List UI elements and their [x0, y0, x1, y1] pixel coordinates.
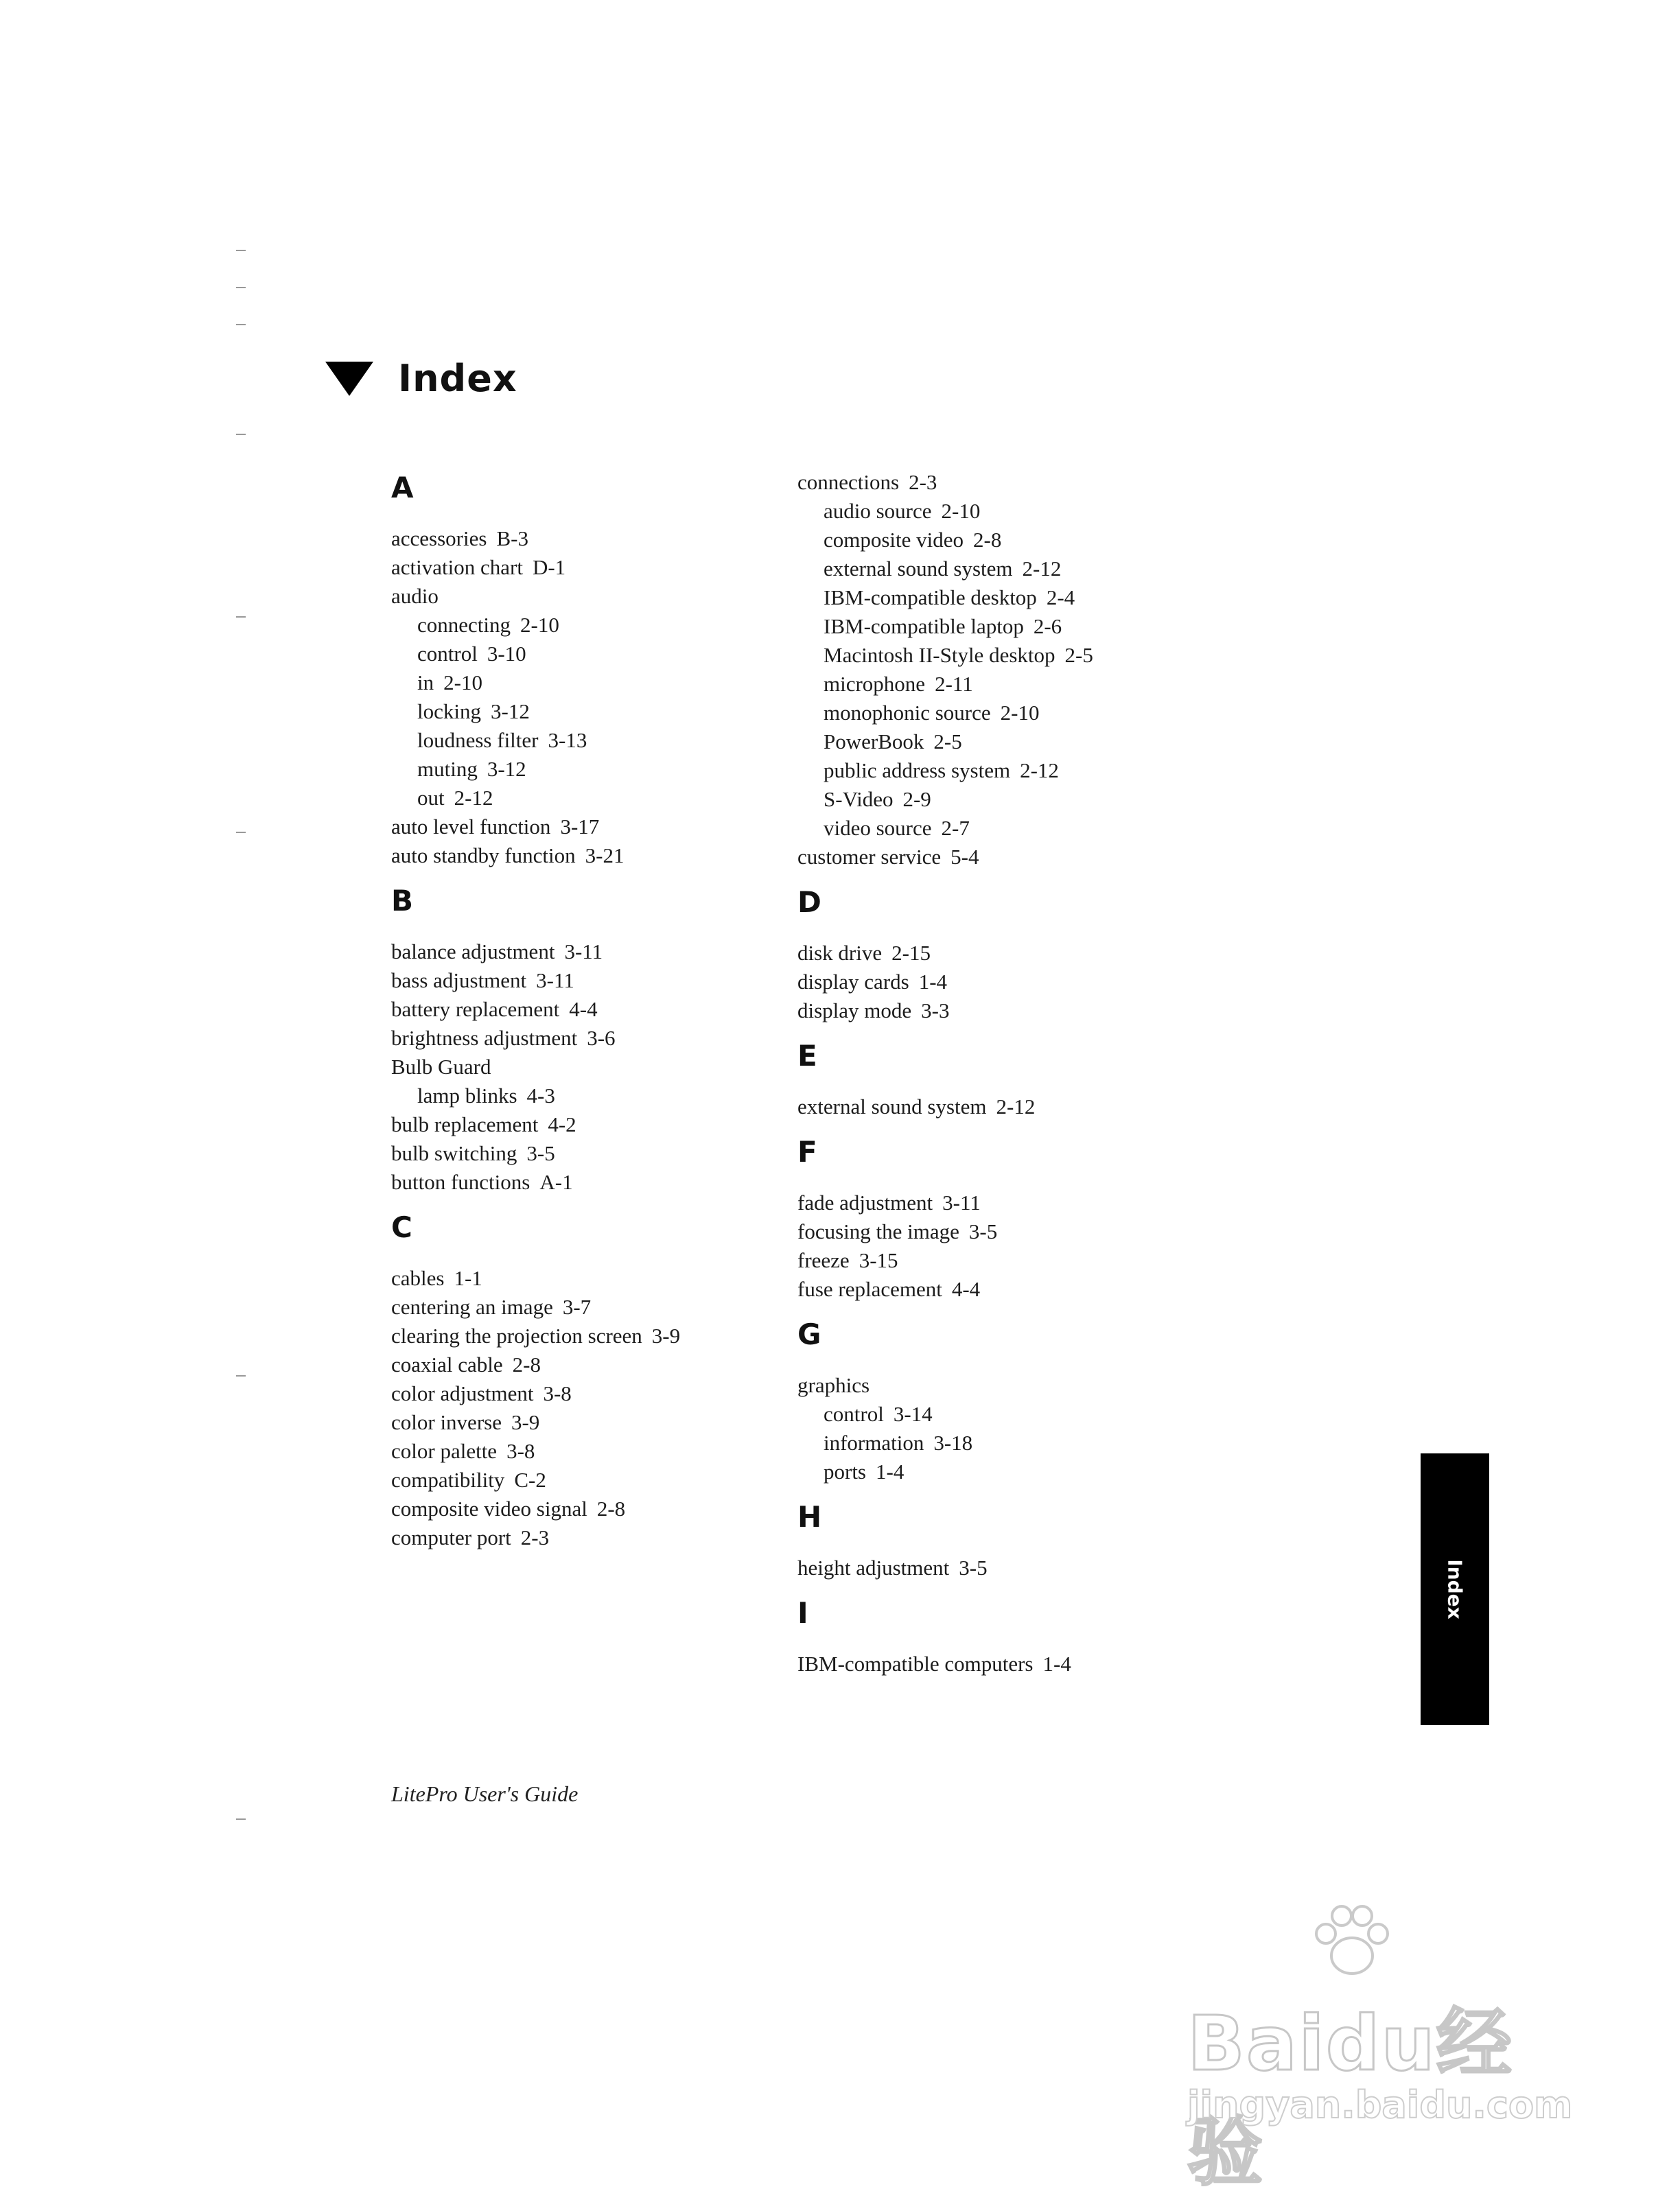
index-entry — [391, 1168, 775, 1197]
entry-page-ref: 4-2 — [548, 1112, 576, 1136]
index-subentry — [391, 697, 775, 726]
entry-term: display cards — [797, 970, 909, 994]
entry-term: IBM-compatible computers — [797, 1652, 1034, 1676]
entry-page-ref: 2-5 — [1064, 643, 1093, 667]
entry-term: color inverse — [391, 1410, 502, 1434]
entry-page-ref: 1-4 — [1042, 1652, 1071, 1676]
index-section — [797, 468, 1182, 871]
index-entry — [391, 1322, 775, 1350]
index-section — [391, 468, 775, 870]
entry-page-ref: 2-3 — [520, 1525, 550, 1549]
section-letter: G — [797, 1318, 821, 1351]
index-entry — [391, 1379, 775, 1408]
entry-term: information — [824, 1431, 924, 1455]
entry-page-ref: 3-11 — [564, 939, 603, 963]
entry-page-ref: 3-21 — [585, 843, 625, 867]
entry-page-ref: 3-11 — [536, 968, 574, 992]
index-entry — [391, 524, 775, 553]
entry-term: Bulb Guard — [391, 1055, 491, 1079]
index-section — [797, 1593, 1182, 1678]
watermark-sub: jingyan.baidu.com — [1187, 2083, 1573, 2127]
entry-term: bulb switching — [391, 1141, 517, 1165]
entry-list — [797, 1371, 1182, 1486]
index-subentry — [797, 699, 1182, 727]
entry-term: customer service — [797, 845, 942, 869]
entry-page-ref: 4-4 — [569, 997, 598, 1021]
entry-page-ref: 3-7 — [562, 1295, 592, 1319]
entry-page-ref: 5-4 — [950, 845, 979, 869]
entry-term: out — [417, 786, 445, 810]
entry-page-ref: 2-10 — [443, 670, 482, 694]
index-entry — [797, 1554, 1182, 1582]
entry-page-ref: 3-12 — [491, 699, 530, 723]
entry-page-ref: 2-7 — [941, 816, 970, 840]
index-subentry — [797, 1458, 1182, 1486]
entry-term: monophonic source — [824, 701, 991, 725]
index-subentry — [391, 755, 775, 784]
entry-page-ref: 2-3 — [909, 470, 937, 494]
entry-term: locking — [417, 699, 481, 723]
entry-term: coaxial cable — [391, 1353, 503, 1377]
index-entry — [391, 1466, 775, 1495]
entry-term: video source — [824, 816, 932, 840]
section-letter: F — [797, 1135, 817, 1169]
entry-term: bulb replacement — [391, 1112, 539, 1136]
index-entry — [391, 937, 775, 966]
index-entry — [797, 468, 1182, 497]
entry-term: activation chart — [391, 555, 523, 579]
entry-term: cables — [391, 1266, 445, 1290]
index-entry — [797, 1092, 1182, 1121]
entry-page-ref: 2-12 — [996, 1095, 1036, 1119]
entry-term: brightness adjustment — [391, 1026, 578, 1050]
entry-page-ref: 3-6 — [587, 1026, 616, 1050]
entry-term: button functions — [391, 1170, 530, 1194]
entry-page-ref: 3-14 — [893, 1402, 933, 1426]
entry-page-ref: 3-5 — [968, 1219, 998, 1243]
index-subentry — [797, 727, 1182, 756]
index-entry — [797, 968, 1182, 996]
index-subentry — [797, 756, 1182, 785]
index-subentry — [797, 497, 1182, 526]
index-entry — [391, 553, 775, 582]
entry-term: compatibility — [391, 1468, 505, 1492]
index-tab — [1421, 1453, 1489, 1725]
index-entry — [391, 1139, 775, 1168]
index-subentry — [797, 526, 1182, 554]
index-entry — [797, 1217, 1182, 1246]
index-subentry — [797, 554, 1182, 583]
section-letter: E — [797, 1039, 817, 1073]
entry-term: in — [417, 670, 434, 694]
footer-guide-title: LitePro User's Guide — [391, 1781, 579, 1806]
entry-list — [797, 468, 1182, 871]
entry-term: fuse replacement — [797, 1277, 942, 1301]
entry-term: IBM-compatible laptop — [824, 614, 1024, 638]
index-subentry — [797, 612, 1182, 641]
index-entry — [797, 1189, 1182, 1217]
index-subentry — [391, 611, 775, 640]
entry-term: computer port — [391, 1525, 511, 1549]
section-letter: B — [391, 884, 414, 917]
entry-page-ref: 3-11 — [942, 1191, 981, 1215]
entry-page-ref: 2-10 — [941, 499, 981, 523]
index-subentry — [391, 668, 775, 697]
index-entry — [391, 1024, 775, 1053]
section-letter: A — [391, 471, 414, 504]
index-subentry — [391, 640, 775, 668]
watermark-main: Baidu经验 — [1187, 2000, 1513, 2196]
triangle-bullet-icon — [325, 362, 373, 396]
entry-term: color adjustment — [391, 1381, 534, 1405]
entry-page-ref: 2-6 — [1033, 614, 1062, 638]
index-section — [797, 1497, 1182, 1582]
index-entry — [391, 1053, 775, 1081]
entry-page-ref: 2-12 — [454, 786, 493, 810]
index-subentry — [797, 814, 1182, 843]
entry-list — [797, 1189, 1182, 1304]
index-subentry — [391, 726, 775, 755]
entry-term: color palette — [391, 1439, 498, 1463]
entry-list — [391, 524, 775, 870]
entry-term: lamp blinks — [417, 1084, 517, 1108]
entry-term: height adjustment — [797, 1556, 950, 1580]
index-entry — [391, 812, 775, 841]
entry-list — [391, 1264, 775, 1552]
entry-term: ports — [824, 1460, 866, 1484]
index-section — [391, 1208, 775, 1552]
section-letter: H — [797, 1500, 822, 1534]
entry-page-ref: 1-4 — [876, 1460, 905, 1484]
index-entry — [391, 995, 775, 1024]
entry-term: public address system — [824, 758, 1011, 782]
entry-term: loudness filter — [417, 728, 539, 752]
index-entry — [391, 1495, 775, 1523]
index-entry — [391, 582, 775, 611]
entry-term: battery replacement — [391, 997, 560, 1021]
entry-term: muting — [417, 757, 478, 781]
entry-term: clearing the projection screen — [391, 1324, 642, 1348]
entry-term: freeze — [797, 1248, 850, 1272]
entry-term: external sound system — [824, 557, 1013, 581]
index-entry — [797, 1246, 1182, 1275]
entry-page-ref: 4-3 — [526, 1084, 555, 1108]
index-subentry — [391, 784, 775, 812]
entry-page-ref: D-1 — [532, 555, 566, 579]
entry-page-ref: 1-4 — [918, 970, 948, 994]
entry-term: graphics — [797, 1373, 870, 1397]
index-entry — [391, 966, 775, 995]
entry-term: connecting — [417, 613, 511, 637]
entry-term: composite video signal — [391, 1497, 587, 1521]
index-subentry — [797, 1429, 1182, 1458]
entry-page-ref: 3-5 — [959, 1556, 988, 1580]
entry-list — [797, 939, 1182, 1025]
index-entry — [391, 1408, 775, 1437]
entry-page-ref: 3-18 — [933, 1431, 973, 1455]
page-title: Index — [398, 357, 517, 400]
entry-page-ref: 3-9 — [511, 1410, 540, 1434]
index-entry — [391, 1523, 775, 1552]
entry-page-ref: 2-5 — [933, 729, 962, 753]
entry-page-ref: 1-1 — [454, 1266, 482, 1290]
entry-list — [797, 1650, 1182, 1678]
entry-term: Macintosh II-Style desktop — [824, 643, 1055, 667]
entry-page-ref: 2-8 — [512, 1353, 541, 1377]
entry-page-ref: 2-12 — [1022, 557, 1062, 581]
entry-page-ref: 3-12 — [487, 757, 526, 781]
section-letter: I — [797, 1596, 808, 1630]
entry-page-ref: 3-8 — [506, 1439, 535, 1463]
entry-page-ref: 3-10 — [487, 642, 526, 666]
entry-page-ref: 2-12 — [1020, 758, 1059, 782]
entry-term: control — [417, 642, 478, 666]
index-subentry — [797, 641, 1182, 670]
index-entry — [797, 1650, 1182, 1678]
entry-page-ref: B-3 — [496, 526, 528, 550]
entry-term: balance adjustment — [391, 939, 555, 963]
index-tab-label: Index — [1443, 1559, 1467, 1619]
entry-page-ref: 3-17 — [560, 815, 600, 839]
entry-term: display mode — [797, 998, 912, 1022]
index-entry — [797, 1275, 1182, 1304]
index-subentry — [797, 670, 1182, 699]
entry-term: fade adjustment — [797, 1191, 933, 1215]
entry-term: centering an image — [391, 1295, 553, 1319]
entry-page-ref: 2-8 — [973, 528, 1002, 552]
index-subentry — [797, 1400, 1182, 1429]
entry-term: microphone — [824, 672, 926, 696]
entry-term: external sound system — [797, 1095, 987, 1119]
section-letter: C — [391, 1210, 412, 1244]
entry-page-ref: 2-9 — [902, 787, 931, 811]
entry-term: IBM-compatible desktop — [824, 585, 1037, 609]
entry-term: composite video — [824, 528, 964, 552]
index-section — [391, 881, 775, 1197]
entry-term: auto level function — [391, 815, 551, 839]
entry-term: control — [824, 1402, 884, 1426]
index-entry — [391, 1437, 775, 1466]
index-entry — [797, 1371, 1182, 1400]
entry-page-ref: 3-15 — [859, 1248, 898, 1272]
entry-page-ref: C-2 — [514, 1468, 546, 1492]
index-section — [797, 1036, 1182, 1121]
index-section — [797, 1315, 1182, 1486]
entry-page-ref: 2-4 — [1046, 585, 1075, 609]
entry-term: bass adjustment — [391, 968, 527, 992]
index-column-left — [391, 458, 775, 1552]
entry-page-ref: 3-8 — [543, 1381, 572, 1405]
index-subentry — [797, 583, 1182, 612]
paw-logo-icon — [1311, 1901, 1393, 1983]
index-entry — [391, 1350, 775, 1379]
entry-term: audio source — [824, 499, 932, 523]
index-section — [797, 1132, 1182, 1304]
entry-page-ref: 3-13 — [548, 728, 587, 752]
page-header — [325, 357, 517, 400]
index-entry — [391, 1110, 775, 1139]
index-entry — [797, 939, 1182, 968]
entry-list — [797, 1554, 1182, 1582]
entry-term: connections — [797, 470, 900, 494]
entry-term: S-Video — [824, 787, 894, 811]
entry-page-ref: A-1 — [539, 1170, 573, 1194]
index-entry — [797, 996, 1182, 1025]
watermark — [1180, 1901, 1573, 2196]
entry-term: PowerBook — [824, 729, 924, 753]
index-section — [797, 882, 1182, 1025]
entry-term: focusing the image — [797, 1219, 959, 1243]
index-entry — [391, 1264, 775, 1293]
entry-page-ref: 3-3 — [921, 998, 950, 1022]
entry-list — [391, 937, 775, 1197]
entry-page-ref: 2-11 — [935, 672, 973, 696]
entry-page-ref: 2-10 — [520, 613, 559, 637]
entry-term: disk drive — [797, 941, 883, 965]
entry-page-ref: 2-8 — [596, 1497, 626, 1521]
index-entry — [797, 843, 1182, 871]
entry-term: audio — [391, 584, 439, 608]
index-entry — [391, 841, 775, 870]
entry-term: accessories — [391, 526, 487, 550]
entry-page-ref: 2-10 — [1000, 701, 1040, 725]
index-column-right — [797, 458, 1182, 1678]
entry-page-ref: 2-15 — [891, 941, 931, 965]
entry-term: auto standby function — [391, 843, 576, 867]
section-letter: D — [797, 885, 821, 919]
entry-list — [797, 1092, 1182, 1121]
entry-page-ref: 4-4 — [951, 1277, 981, 1301]
index-subentry — [797, 785, 1182, 814]
entry-page-ref: 3-5 — [526, 1141, 555, 1165]
entry-page-ref: 3-9 — [651, 1324, 681, 1348]
index-subentry — [391, 1081, 775, 1110]
index-entry — [391, 1293, 775, 1322]
